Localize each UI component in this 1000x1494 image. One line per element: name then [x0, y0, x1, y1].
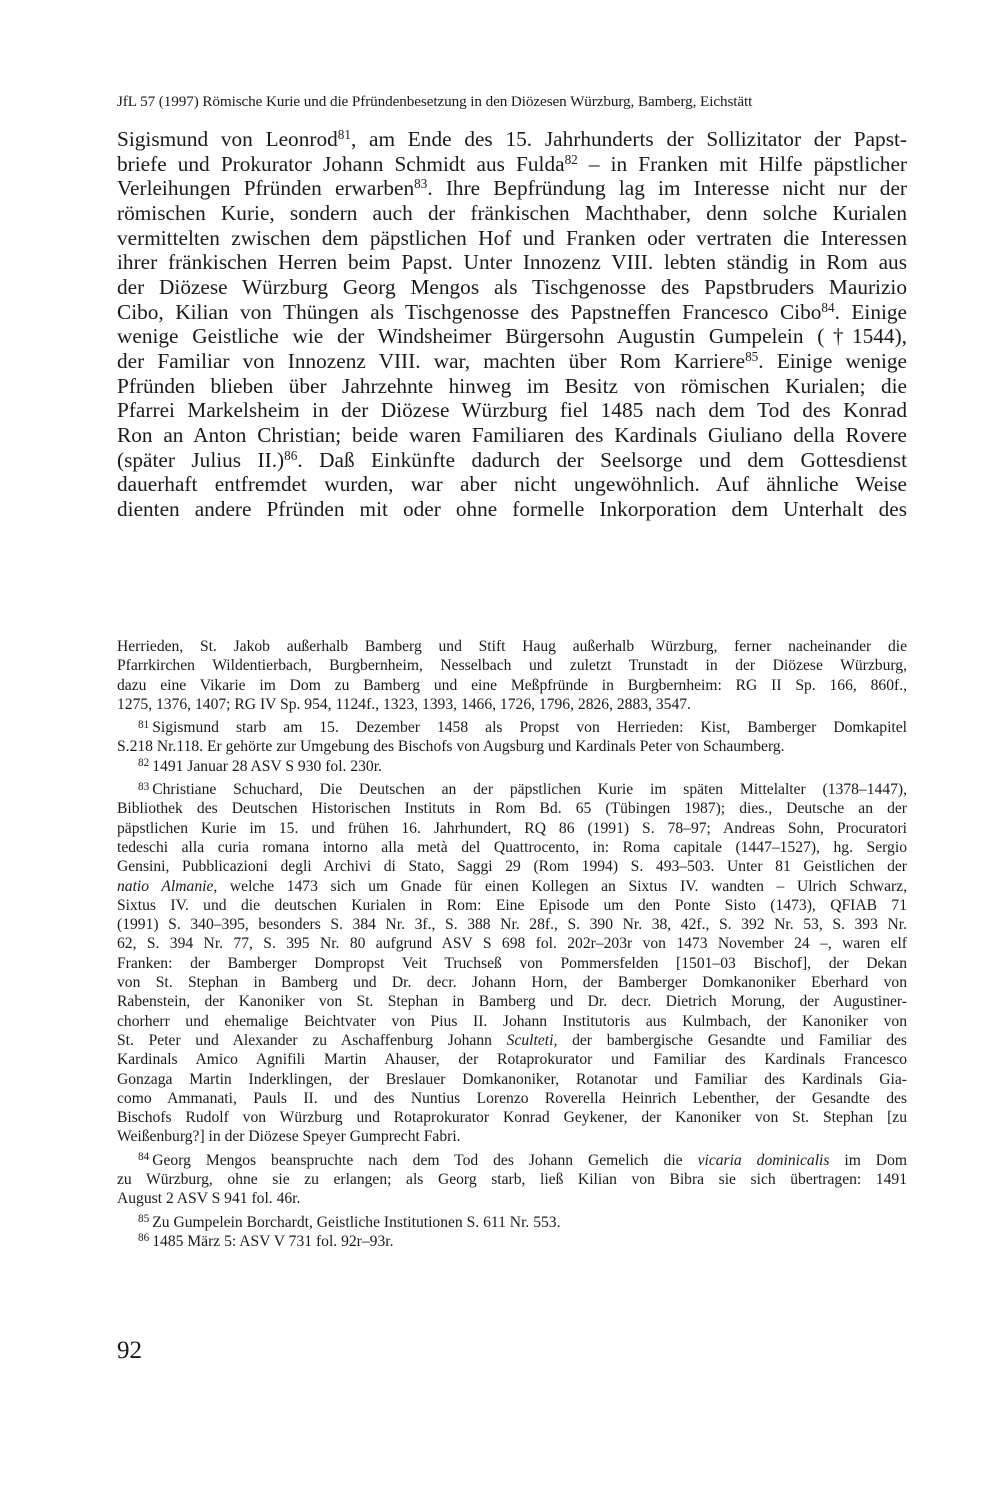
footnote-line: 62, S. 394 Nr. 77, S. 395 Nr. 80 aufgrund ASV S 698 fol. 202r–203r von 1473 November 24 –, waren elf [117, 935, 907, 953]
text-line [117, 176, 907, 201]
footnote-line: Sixtus IV. und die deutschen Kurialen in Rom: Eine Episode um den Ponte Sisto (1473), QFIAB 71 [117, 896, 907, 914]
footnote-continuation [117, 637, 907, 714]
text-line: römischen Kurie, sondern auch der fränkischen Machthaber, denn solche Kurialen [117, 200, 907, 225]
footnotes [117, 637, 907, 1251]
text-segment: . Ihre Bepfründung lag im Interesse nicht nur der [427, 176, 907, 201]
italic-term: vicaria dominicalis [697, 1151, 830, 1169]
footnote-line: zu Würzburg, ohne sie zu erlangen; als Georg starb, ließ Kilian von Bibra sie sich übertragen: 1491 [117, 1171, 907, 1189]
footnote-text: Georg Mengos beanspruchte nach dem Tod des Johann Gemelich die [152, 1151, 698, 1169]
text-segment: Verleihungen Pfründen erwarben [117, 176, 415, 201]
footnote-text: 1485 März 5: ASV V 731 fol. 92r–93r. [152, 1232, 394, 1250]
footnote-line [117, 1213, 907, 1232]
text-line [117, 152, 907, 177]
footnote-text: im Dom [829, 1151, 907, 1169]
footnote-ref-81[interactable]: 81 [337, 126, 351, 142]
text-segment: Sigismund von Leonrod [117, 127, 338, 151]
footnote-number: 85 [138, 1213, 150, 1226]
footnote-line: 1275, 1376, 1407; RG IV Sp. 954, 1124f., 1323, 1393, 1466, 1726, 1796, 2826, 2883, 3547. [117, 695, 691, 713]
text-line: der Diözese Würzburg Georg Mengos als Tischgenosse des Papstbruders Maurizio [117, 274, 907, 299]
text-line: dienten andere Pfründen mit oder ohne formelle Inkorporation dem Unterhalt des [117, 496, 907, 521]
text-line [117, 127, 907, 152]
text-line: wenige Geistliche wie der Windsheimer Bürgersohn Augustin Gumpelein (†1544), [117, 324, 907, 349]
footnote-line: Herrieden, St. Jakob außerhalb Bamberg und Stift Haug außerhalb Würzburg, ferner nacheinander die [117, 638, 907, 655]
italic-term: natio Almanie, [117, 877, 218, 895]
footnote-line [117, 757, 907, 776]
text-line: dauerhaft entfremdet wurden, war aber nicht ungewöhnlich. Auf ähnliche Weise [117, 472, 907, 497]
footnote-83 [117, 780, 907, 1147]
footnote-text: 1491 Januar 28 ASV S 930 fol. 230r. [152, 757, 382, 775]
text-line [117, 300, 907, 325]
footnote-number: 82 [138, 757, 150, 770]
footnote-ref-85[interactable]: 85 [745, 348, 759, 364]
footnote-ref-86[interactable]: 86 [284, 447, 298, 463]
footnote-line: (1991) S. 340–395, besonders S. 384 Nr. 3f., S. 388 Nr. 28f., S. 390 Nr. 38, 42f., S. 392 Nr. 53, S. 393 Nr. [117, 916, 907, 934]
text-segment: . Einige [834, 299, 907, 324]
text-segment: – in Franken mit Hilfe päpstlicher [577, 151, 907, 176]
footnote-line [117, 780, 907, 799]
footnote-84 [117, 1151, 907, 1209]
text-segment: (später Julius II.) [117, 447, 285, 472]
footnote-85 [117, 1213, 907, 1232]
footnote-81 [117, 718, 907, 757]
text-segment: der Familiar von Innozenz VIII. war, machten über Rom Karriere [117, 348, 746, 373]
footnote-line: Bibliothek des Deutschen Historischen Instituts in Rom Bd. 65 (Tübingen 1987); dies., Deutsche an der [117, 800, 907, 818]
footnote-line: dazu eine Vikarie im Dom zu Bamberg und eine Meßpfründe in Burgbernheim: RG II Sp. 166, 860f., [117, 676, 907, 694]
footnote-text: Christiane Schuchard, Die Deutschen an der päpstlichen Kurie im späten Mittelalter (1378–1447), [152, 781, 907, 799]
footnote-line [117, 1232, 907, 1251]
footnote-ref-84[interactable]: 84 [821, 299, 835, 315]
footnote-number: 83 [138, 780, 150, 793]
footnote-line: Gonzaga Martin Inderklingen, der Breslauer Domkanoniker, Rotanotar und Familiar des Kardinals Gia- [117, 1070, 907, 1088]
footnote-line: von St. Stephan in Bamberg und Dr. decr. Johann Horn, der Bamberger Domkanoniker Eberhard von [117, 974, 907, 992]
footnote-86 [117, 1232, 907, 1251]
footnote-line: Franken: der Bamberger Dompropst Veit Truchseß von Pommersfelden [1501–03 Bischof], der Dekan [117, 954, 907, 972]
footnote-line [117, 1031, 907, 1050]
text-line: Ron an Anton Christian; beide waren Familiaren des Kardinals Giuliano della Rovere [117, 422, 907, 447]
footnote-text: St. Peter und Alexander zu Aschaffenburg Johann [117, 1031, 507, 1049]
main-text [117, 127, 907, 522]
footnote-line: Rabenstein, der Kanoniker von St. Stephan in Bamberg und Dr. decr. Dietrich Morung, der Augustiner- [117, 993, 907, 1011]
footnote-text: Sigismund starb am 15. Dezember 1458 als Propst von Herrieden: Kist, Bamberger Domkapitel [152, 719, 907, 737]
footnote-line: chorherr und ehemalige Beichtvater von Pius II. Johann Institutoris aus Kulmbach, der Kanoniker von [117, 1012, 907, 1030]
footnote-number: 81 [138, 718, 150, 731]
footnote-text: Zu Gumpelein Borchardt, Geistliche Institutionen S. 611 Nr. 553. [152, 1213, 561, 1231]
footnote-line: August 2 ASV S 941 fol. 46r. [117, 1190, 301, 1208]
footnote-line: päpstlichen Kurie im 15. und frühen 16. Jahrhundert, RQ 86 (1991) S. 78–97; Andreas Sohn, Procuratori [117, 819, 907, 837]
footnote-line [117, 1151, 907, 1170]
running-head: JfL 57 (1997) Römische Kurie und die Pfründenbesetzung in den Diözesen Würzburg, Bamberg, Eichstätt [117, 93, 753, 110]
footnote-text: welche 1473 sich um Gnade für einen Kollegen an Sixtus IV. wandten – Ulrich Schwarz, [217, 877, 908, 895]
text-line [117, 349, 907, 374]
text-line: vermittelten zwischen dem päpstlichen Hof und Franken oder vertraten die Interessen [117, 225, 907, 250]
text-segment: , am Ende des 15. Jahrhunderts der Sollizitator der Papst- [350, 127, 907, 151]
footnote-number: 84 [138, 1151, 150, 1164]
footnote-line: como Ammanati, Pauls II. und des Nuntius Lorenzo Roverella Heinrich Lebenther, der Gesandte des [117, 1089, 907, 1107]
text-segment: . Einige wenige [758, 348, 907, 373]
text-segment: Cibo, Kilian von Thüngen als Tischgenosse des Papstneffen Francesco Cibo [117, 299, 822, 324]
footnote-line [117, 877, 907, 896]
text-segment: briefe und Prokurator Johann Schmidt aus Fulda [117, 151, 565, 176]
text-segment: . Daß Einkünfte dadurch der Seelsorge und dem Gottesdienst [297, 447, 907, 472]
page-number: 92 [117, 1337, 142, 1364]
text-line [117, 448, 907, 473]
footnote-line: Pfarrkirchen Wildentierbach, Burgbernheim, Nesselbach und zuletzt Trunstadt in der Diözese Würzburg, [117, 657, 907, 675]
footnote-text: der bambergische Gesandte und Familiar des [557, 1031, 907, 1049]
footnote-line: tedeschi alla curia romana intorno alla metà del Quattrocento, in: Roma capitale (1447–1527), hg. Sergio [117, 838, 907, 856]
text-line: Pfründen blieben über Jahrzehnte hinweg im Besitz von römischen Kurialen; die [117, 373, 907, 398]
footnote-line: Weißenburg?] in der Diözese Speyer Gumprecht Fabri. [117, 1128, 461, 1146]
footnote-line: Kardinals Amico Agnifili Martin Ahauser, der Rotaprokurator und Familiar des Kardinals Francesco [117, 1051, 907, 1069]
footnote-line [117, 718, 907, 737]
footnote-line: Bischofs Rudolf von Würzburg und Rotaprokurator Konrad Geykener, der Kanoniker von St. Stephan [zu [117, 1109, 907, 1127]
footnote-82 [117, 757, 907, 776]
footnote-number: 86 [138, 1232, 150, 1245]
footnote-ref-82[interactable]: 82 [564, 151, 578, 167]
italic-term: Sculteti, [506, 1031, 558, 1049]
footnote-line: S.218 Nr.118. Er gehörte zur Umgebung des Bischofs von Augsburg und Kardinals Peter von Schaumberg. [117, 738, 785, 756]
footnote-ref-83[interactable]: 83 [414, 176, 428, 192]
text-line: Pfarrei Markelsheim in der Diözese Würzburg fiel 1485 nach dem Tod des Konrad [117, 398, 907, 423]
text-line: ihrer fränkischen Herren beim Papst. Unter Innozenz VIII. lebten ständig in Rom aus [117, 250, 907, 275]
footnote-line: Gensini, Pubblicazioni degli Archivi di Stato, Saggi 29 (Rom 1994) S. 493–503. Unter 81 Geistlichen der [117, 858, 907, 876]
